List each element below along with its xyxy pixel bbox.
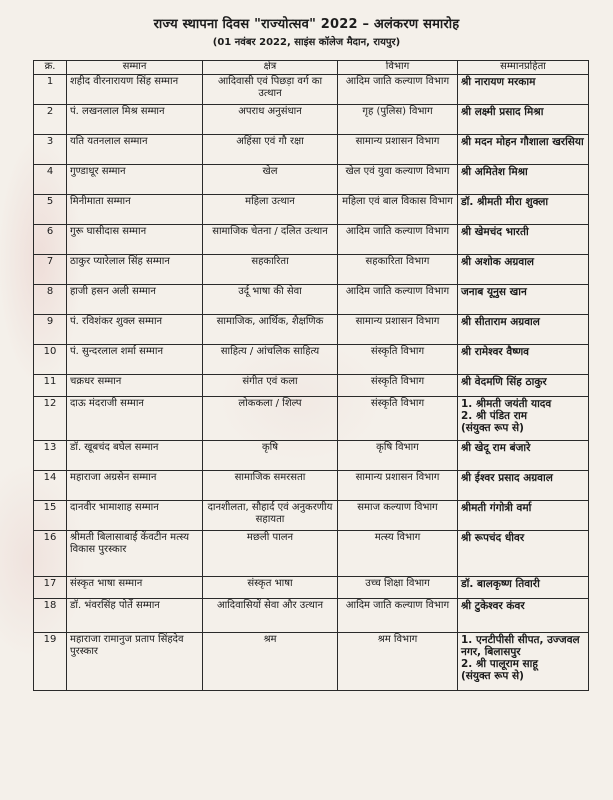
table-row	[34, 285, 589, 315]
cell-field: श्रम	[203, 633, 338, 691]
recipient-line: श्री लक्ष्मी प्रसाद मिश्रा	[461, 106, 544, 118]
table-row	[34, 577, 589, 599]
table-row	[34, 471, 589, 501]
recipient-line: श्री खेमचंद भारती	[461, 226, 529, 238]
cell-field: खेल	[203, 165, 338, 195]
cell-award: डॉ. भंवरसिंह पोर्ते सम्मान	[67, 599, 203, 633]
table-body	[34, 75, 589, 691]
cell-department: आदिम जाति कल्याण विभाग	[338, 75, 458, 105]
cell-field: सामाजिक समरसता	[203, 471, 338, 501]
cell-department: महिला एवं बाल विकास विभाग	[338, 195, 458, 225]
cell-award: यति यतनलाल सम्मान	[67, 135, 203, 165]
cell-department: सामान्य प्रशासन विभाग	[338, 471, 458, 501]
cell-department: संस्कृति विभाग	[338, 375, 458, 397]
cell-field: संगीत एवं कला	[203, 375, 338, 397]
cell-award: हाजी हसन अली सम्मान	[67, 285, 203, 315]
cell-field: कृषि	[203, 441, 338, 471]
cell-department: संस्कृति विभाग	[338, 345, 458, 375]
document-title: राज्य स्थापना दिवस "राज्योत्सव" 2022 – अलंकरण समारोह	[153, 17, 460, 32]
cell-department: सामान्य प्रशासन विभाग	[338, 315, 458, 345]
table-row	[34, 599, 589, 633]
cell-award: पं. रविशंकर शुक्ल सम्मान	[67, 315, 203, 345]
cell-recipient	[458, 345, 589, 375]
recipient-line: श्री वेदमणि सिंह ठाकुर	[461, 376, 547, 388]
cell-recipient	[458, 441, 589, 471]
cell-field: दानशीलता, सौहार्द एवं अनुकरणीय सहायता	[203, 501, 338, 531]
cell-num: 17	[34, 577, 67, 599]
table-row	[34, 531, 589, 577]
cell-recipient	[458, 105, 589, 135]
cell-recipient	[458, 633, 589, 691]
table-row	[34, 375, 589, 397]
recipient-line: श्री अमितेश मिश्रा	[461, 166, 528, 178]
recipient-line: 2. श्री पंडित राम	[461, 410, 527, 422]
cell-award: पं. सुन्दरलाल शर्मा सम्मान	[67, 345, 203, 375]
cell-field: लोककला / शिल्प	[203, 397, 338, 441]
cell-department: संस्कृति विभाग	[338, 397, 458, 441]
cell-num: 13	[34, 441, 67, 471]
cell-department: सामान्य प्रशासन विभाग	[338, 135, 458, 165]
cell-award: दाऊ मंदराजी सम्मान	[67, 397, 203, 441]
cell-award: मिनीमाता सम्मान	[67, 195, 203, 225]
cell-field: संस्कृत भाषा	[203, 577, 338, 599]
cell-award: श्रीमती बिलासाबाई केंवटीन मत्स्य विकास पुरस्कार	[67, 531, 203, 577]
cell-award: पं. लखनलाल मिश्र सम्मान	[67, 105, 203, 135]
header-field: क्षेत्र	[203, 61, 338, 75]
table-row	[34, 345, 589, 375]
table-row	[34, 105, 589, 135]
recipient-line: श्री रामेश्वर वैष्णव	[461, 346, 530, 358]
table-row	[34, 315, 589, 345]
cell-recipient	[458, 577, 589, 599]
recipient-line: श्री अशोक अग्रवाल	[461, 256, 535, 268]
recipient-line: श्री खेदू राम बंजारे	[461, 442, 531, 454]
table-row	[34, 397, 589, 441]
recipient-line: श्री सीताराम अग्रवाल	[461, 316, 540, 328]
recipient-line: (संयुक्त रूप से)	[461, 422, 524, 434]
cell-num: 1	[34, 75, 67, 105]
cell-num: 18	[34, 599, 67, 633]
cell-department: मत्स्य विभाग	[338, 531, 458, 577]
cell-num: 10	[34, 345, 67, 375]
cell-num: 7	[34, 255, 67, 285]
recipient-line: 1. एनटीपीसी सीपत, उज्जवल नगर, बिलासपुर	[461, 634, 580, 658]
cell-field: उर्दू भाषा की सेवा	[203, 285, 338, 315]
cell-department: उच्च शिक्षा विभाग	[338, 577, 458, 599]
cell-department: आदिम जाति कल्याण विभाग	[338, 285, 458, 315]
table-row	[34, 135, 589, 165]
cell-num: 19	[34, 633, 67, 691]
recipient-line: जनाब यूनुस खान	[461, 286, 527, 298]
cell-num: 6	[34, 225, 67, 255]
cell-award: संस्कृत भाषा सम्मान	[67, 577, 203, 599]
cell-field: सहकारिता	[203, 255, 338, 285]
recipient-line: श्री रूपचंद धीवर	[461, 532, 525, 544]
header-award: सम्मान	[67, 61, 203, 75]
cell-recipient	[458, 255, 589, 285]
cell-field: आदिवासियों सेवा और उत्थान	[203, 599, 338, 633]
cell-department: आदिम जाति कल्याण विभाग	[338, 225, 458, 255]
table-header-row	[34, 61, 589, 75]
cell-recipient	[458, 375, 589, 397]
table-row	[34, 501, 589, 531]
cell-recipient	[458, 315, 589, 345]
document-subtitle: (01 नवंबर 2022, साइंस कॉलेज मैदान, रायपुर)	[212, 37, 401, 48]
cell-field: मछली पालन	[203, 531, 338, 577]
recipient-line: श्री नारायण मरकाम	[461, 76, 536, 88]
cell-num: 2	[34, 105, 67, 135]
recipient-line: श्री टुकेश्वर कंवर	[461, 600, 525, 612]
cell-field: सामाजिक, आर्थिक, शैक्षणिक	[203, 315, 338, 345]
cell-department: कृषि विभाग	[338, 441, 458, 471]
cell-recipient	[458, 397, 589, 441]
cell-num: 11	[34, 375, 67, 397]
cell-recipient	[458, 599, 589, 633]
cell-recipient	[458, 285, 589, 315]
header-num: क्र.	[34, 61, 67, 75]
cell-field: अपराध अनुसंधान	[203, 105, 338, 135]
cell-recipient	[458, 225, 589, 255]
cell-recipient	[458, 195, 589, 225]
cell-recipient	[458, 135, 589, 165]
cell-num: 8	[34, 285, 67, 315]
table-row	[34, 441, 589, 471]
cell-recipient	[458, 165, 589, 195]
recipient-line: डॉ. श्रीमती मीरा शुक्ला	[461, 196, 549, 208]
cell-num: 12	[34, 397, 67, 441]
cell-num: 14	[34, 471, 67, 501]
cell-award: गुरू घासीदास सम्मान	[67, 225, 203, 255]
cell-award: महाराजा अग्रसेन सम्मान	[67, 471, 203, 501]
table-row	[34, 633, 589, 691]
cell-department: समाज कल्याण विभाग	[338, 501, 458, 531]
cell-field: सामाजिक चेतना / दलित उत्थान	[203, 225, 338, 255]
cell-num: 4	[34, 165, 67, 195]
awards-table	[33, 60, 589, 691]
cell-field: महिला उत्थान	[203, 195, 338, 225]
table-row	[34, 75, 589, 105]
header-recipient: सम्मानप्रहिता	[458, 61, 589, 75]
cell-department: खेल एवं युवा कल्याण विभाग	[338, 165, 458, 195]
recipient-line: श्री मदन मोहन गौशाला खरसिया	[461, 136, 584, 148]
table-row	[34, 165, 589, 195]
recipient-line: डॉ. बालकृष्ण तिवारी	[461, 578, 540, 590]
cell-field: अहिंसा एवं गौ रक्षा	[203, 135, 338, 165]
cell-recipient	[458, 501, 589, 531]
cell-award: शहीद वीरनारायण सिंह सम्मान	[67, 75, 203, 105]
cell-award: ठाकुर प्यारेलाल सिंह सम्मान	[67, 255, 203, 285]
cell-department: गृह (पुलिस) विभाग	[338, 105, 458, 135]
cell-num: 5	[34, 195, 67, 225]
cell-num: 9	[34, 315, 67, 345]
recipient-line: श्रीमती गंगोत्री वर्मा	[461, 502, 532, 514]
cell-award: दानवीर भामाशाह सम्मान	[67, 501, 203, 531]
header-department: विभाग	[338, 61, 458, 75]
recipient-line: श्री ईश्वर प्रसाद अग्रवाल	[461, 472, 553, 484]
cell-department: श्रम विभाग	[338, 633, 458, 691]
cell-award: डॉ. खूबचंद बघेल सम्मान	[67, 441, 203, 471]
cell-field: साहित्य / आंचलिक साहित्य	[203, 345, 338, 375]
recipient-line: (संयुक्त रूप से)	[461, 670, 524, 682]
cell-num: 15	[34, 501, 67, 531]
table-row	[34, 195, 589, 225]
recipient-line: 2. श्री पालूराम साहू	[461, 658, 538, 670]
cell-award: चक्रधर सम्मान	[67, 375, 203, 397]
recipient-line: 1. श्रीमती जयंती यादव	[461, 398, 552, 410]
table-row	[34, 225, 589, 255]
cell-recipient	[458, 75, 589, 105]
cell-award: गुण्डाधूर सम्मान	[67, 165, 203, 195]
cell-recipient	[458, 471, 589, 501]
cell-award: महाराजा रामानुज प्रताप सिंहदेव पुरस्कार	[67, 633, 203, 691]
cell-department: सहकारिता विभाग	[338, 255, 458, 285]
cell-num: 16	[34, 531, 67, 577]
cell-num: 3	[34, 135, 67, 165]
cell-recipient	[458, 531, 589, 577]
cell-department: आदिम जाति कल्याण विभाग	[338, 599, 458, 633]
cell-field: आदिवासी एवं पिछड़ा वर्ग का उत्थान	[203, 75, 338, 105]
table-row	[34, 255, 589, 285]
